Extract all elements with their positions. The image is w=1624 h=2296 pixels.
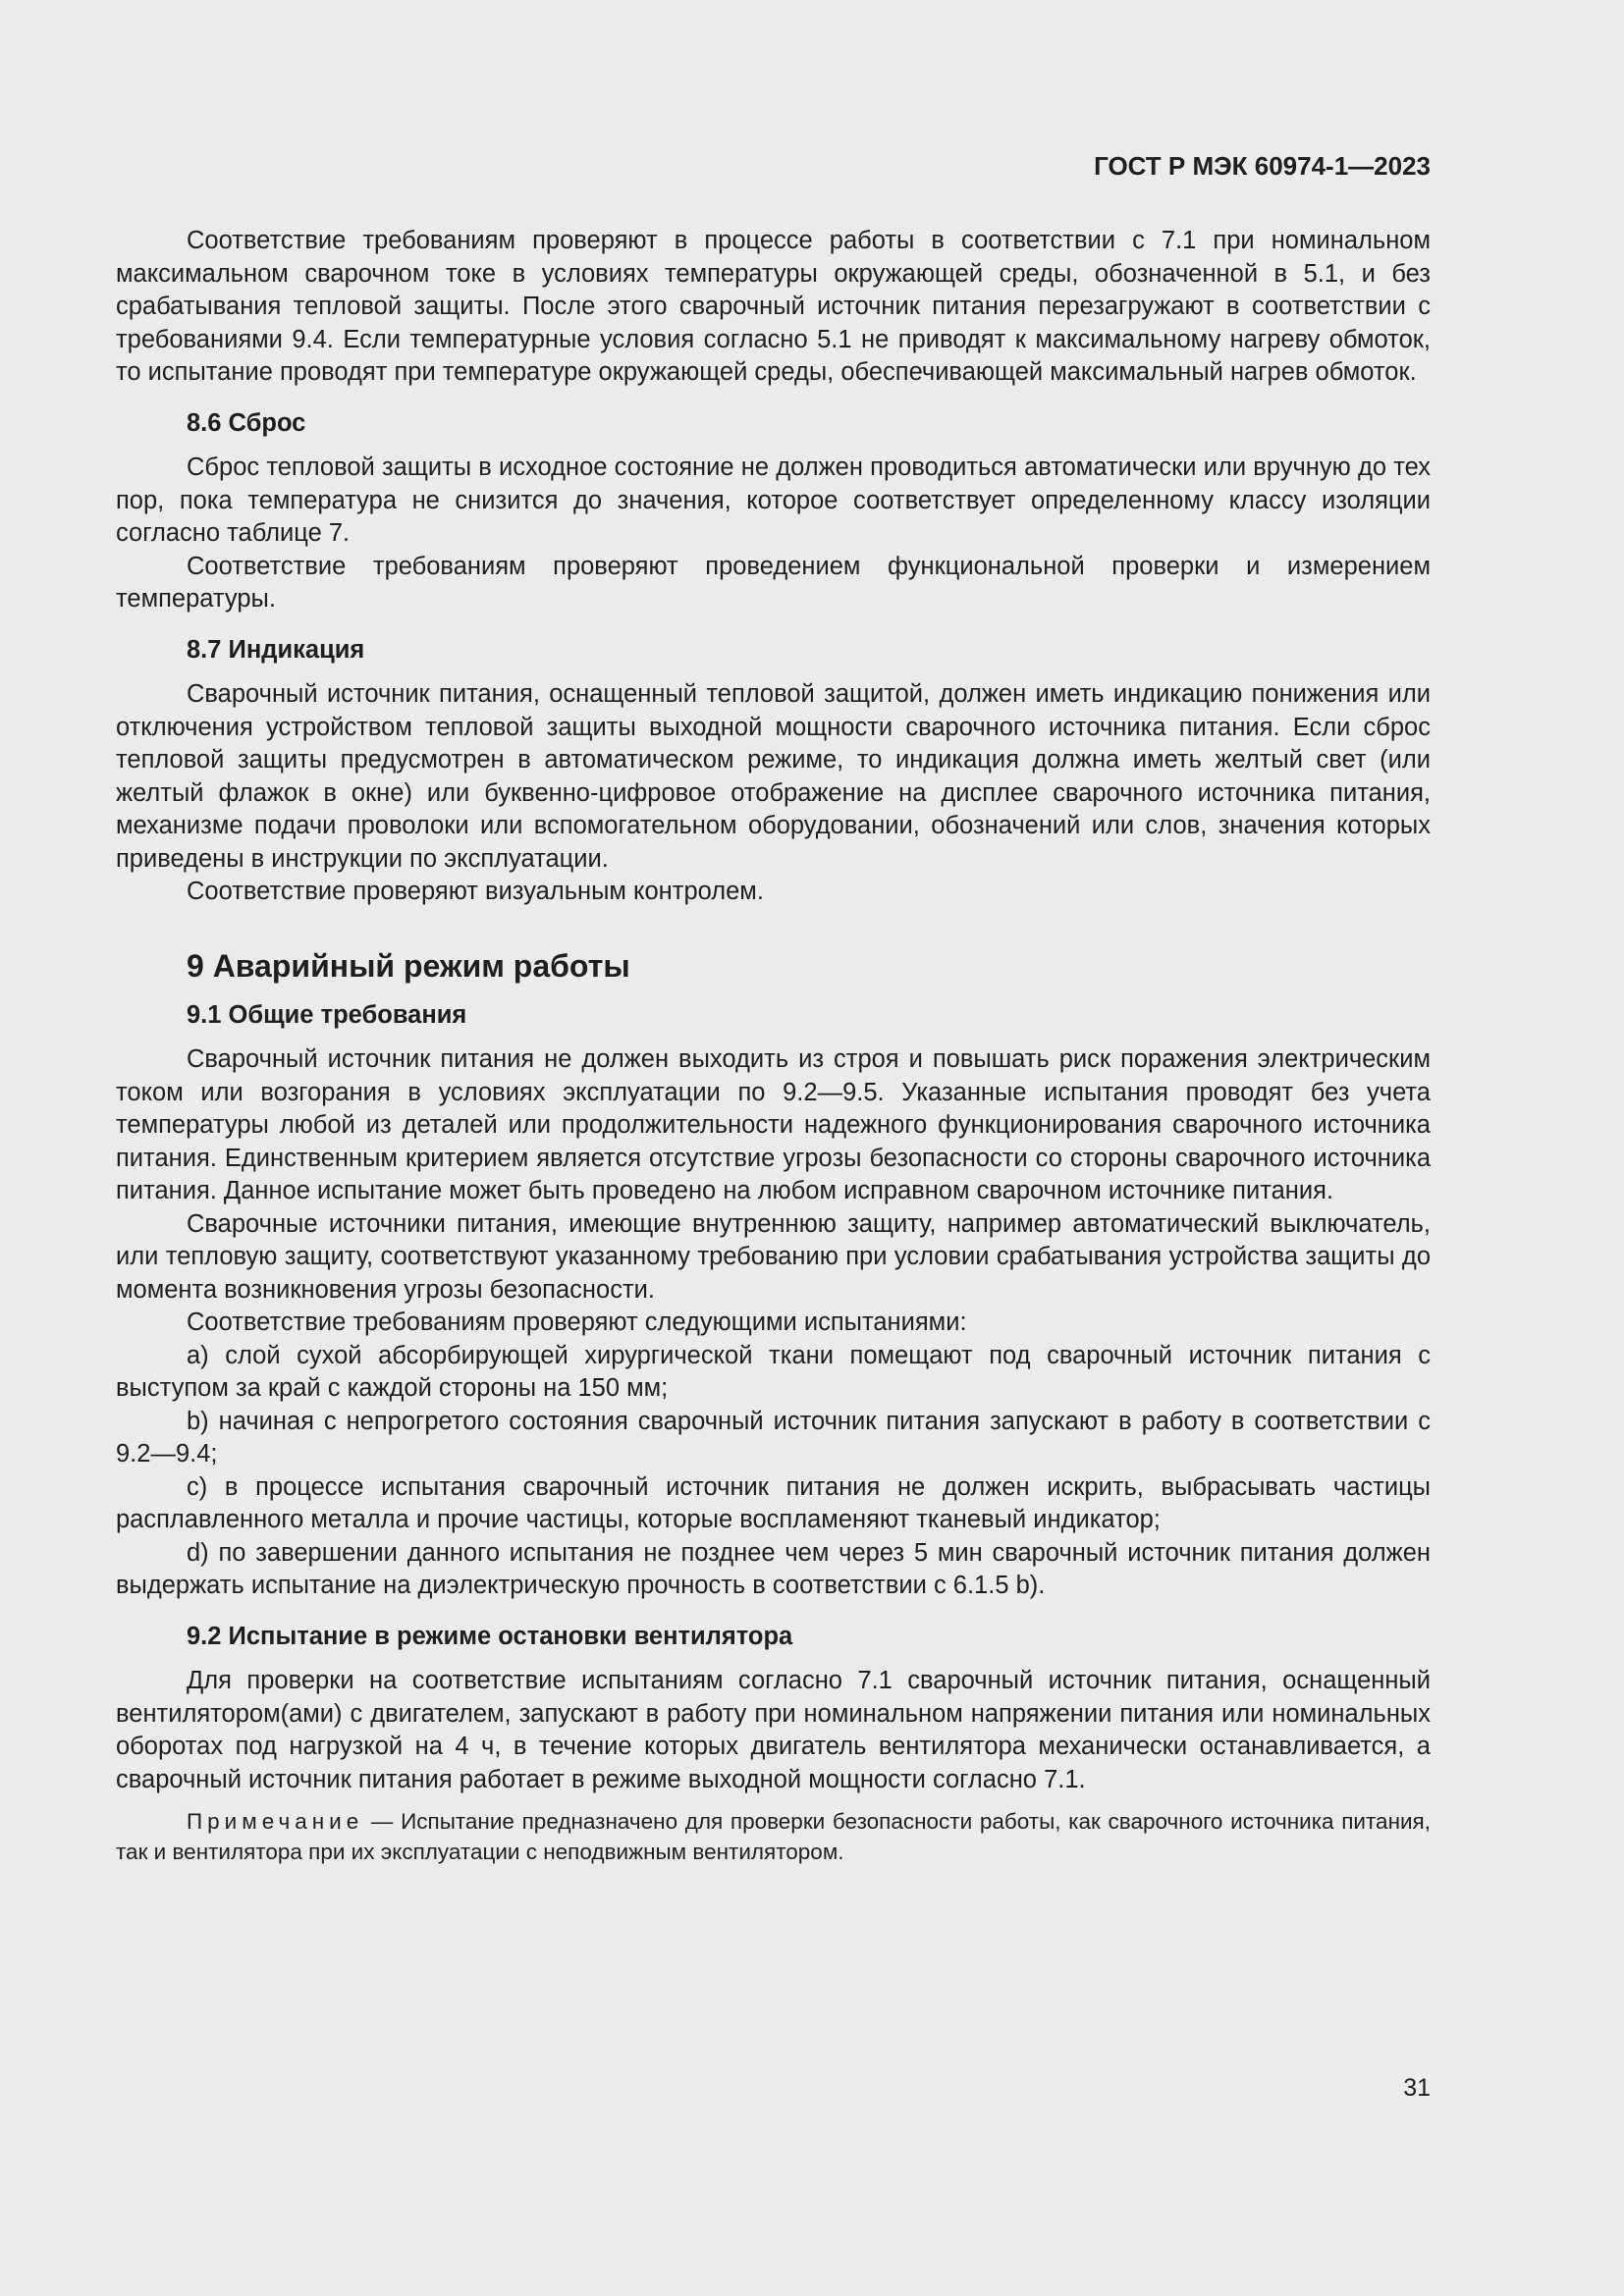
chapter-heading-9: 9 Аварийный режим работы [187, 947, 630, 984]
note [116, 1806, 1431, 1867]
page-body [116, 225, 1431, 1867]
paragraph: Соответствие проверяют визуальным контролем. [187, 878, 764, 905]
paragraph: Соответствие требованиям проверяют проведением функциональной проверки и измерением температуры. [116, 552, 1431, 613]
list-item-b: b) начиная с непрогретого состояния сварочный источник питания запускают в работу в соответствии с 9.2—9.4; [116, 1407, 1431, 1468]
paragraph: Сброс тепловой защиты в исходное состояние не должен проводиться автоматически или вручную до тех пор, пока температура не снизится до значения, которое соответствует определенному классу изоляции согласно таблице 7. [116, 454, 1431, 547]
note-label: Примечание [187, 1809, 364, 1834]
page-number: 31 [1403, 2074, 1431, 2102]
paragraph: Соответствие требованиям проверяют следующими испытаниями: [187, 1308, 967, 1336]
paragraph: Сварочные источники питания, имеющие внутреннюю защиту, например автоматический выключатель, или тепловую защиту, соответствуют указанному требованию при условии срабатывания устройства защиты до момента возникновения угрозы безопасности. [116, 1209, 1431, 1304]
section-heading-8-6: 8.6 Сброс [187, 408, 306, 437]
section-heading-9-1: 9.1 Общие требования [187, 1000, 467, 1029]
document-code-header: ГОСТ Р МЭК 60974-1—2023 [1094, 151, 1431, 181]
paragraph: Соответствие требованиям проверяют в процессе работы в соответствии с 7.1 при номинальном максимальном сварочном токе в условиях температуры окружающей среды, обозначенной в 5.1, и без срабатывания тепловой защиты. После этого сварочный источник питания перезагружают в соответствии с требованиями 9.4. Если температурные условия согласно 5.1 не приводят к максимальному нагреву обмоток, то испытание проводят при температуре окружающей среды, обеспечивающей максимальный нагрев обмоток. [116, 227, 1431, 386]
paragraph: Для проверки на соответствие испытаниям согласно 7.1 сварочный источник питания, оснащенный вентилятором(ами) с двигателем, запускают в работу при номинальном напряжении питания или номинальных оборотах под нагрузкой на 4 ч, в течение которых двигатель вентилятора механически останавливается, а сварочный источник питания работает в режиме выходной мощности согласно 7.1. [116, 1667, 1431, 1793]
section-heading-8-7: 8.7 Индикация [187, 635, 365, 664]
paragraph: Сварочный источник питания не должен выходить из строя и повышать риск поражения электрическим током или возгорания в условиях эксплуатации по 9.2—9.5. Указанные испытания проводят без учета температуры любой из деталей или продолжительности надежного функционирования сварочного источника питания. Единственным критерием является отсутствие угрозы безопасности со стороны сварочного источника питания. Данное испытание может быть проведено на любом исправном сварочном источнике питания. [116, 1045, 1431, 1204]
note-text: — Испытание предназначено для проверки безопасности работы, как сварочного источника питания, так и вентилятора при их эксплуатации с неподвижным вентилятором. [116, 1809, 1431, 1864]
paragraph: Сварочный источник питания, оснащенный тепловой защитой, должен иметь индикацию понижения или отключения устройством тепловой защиты выходной мощности сварочного источника питания. Если сброс тепловой защиты предусмотрен в автоматическом режиме, то индикация должна иметь желтый свет (или желтый флажок в окне) или буквенно-цифровое отображение на дисплее сварочного источника питания, механизме подачи проволоки или вспомогательном оборудовании, обозначений или слов, значения которых приведены в инструкции по эксплуатации. [116, 680, 1431, 873]
list-item-c: c) в процессе испытания сварочный источник питания не должен искрить, выбрасывать частицы расплавленного металла и прочие частицы, которые воспламеняют тканевый индикатор; [116, 1472, 1431, 1533]
list-item-d: d) по завершении данного испытания не позднее чем через 5 мин сварочный источник питания должен выдержать испытание на диэлектрическую прочность в соответствии с 6.1.5 b). [116, 1538, 1431, 1599]
section-heading-9-2: 9.2 Испытание в режиме остановки вентилятора [187, 1622, 793, 1650]
list-item-a: a) слой сухой абсорбирующей хирургической ткани помещают под сварочный источник питания с выступом за край с каждой стороны на 150 мм; [116, 1341, 1431, 1402]
